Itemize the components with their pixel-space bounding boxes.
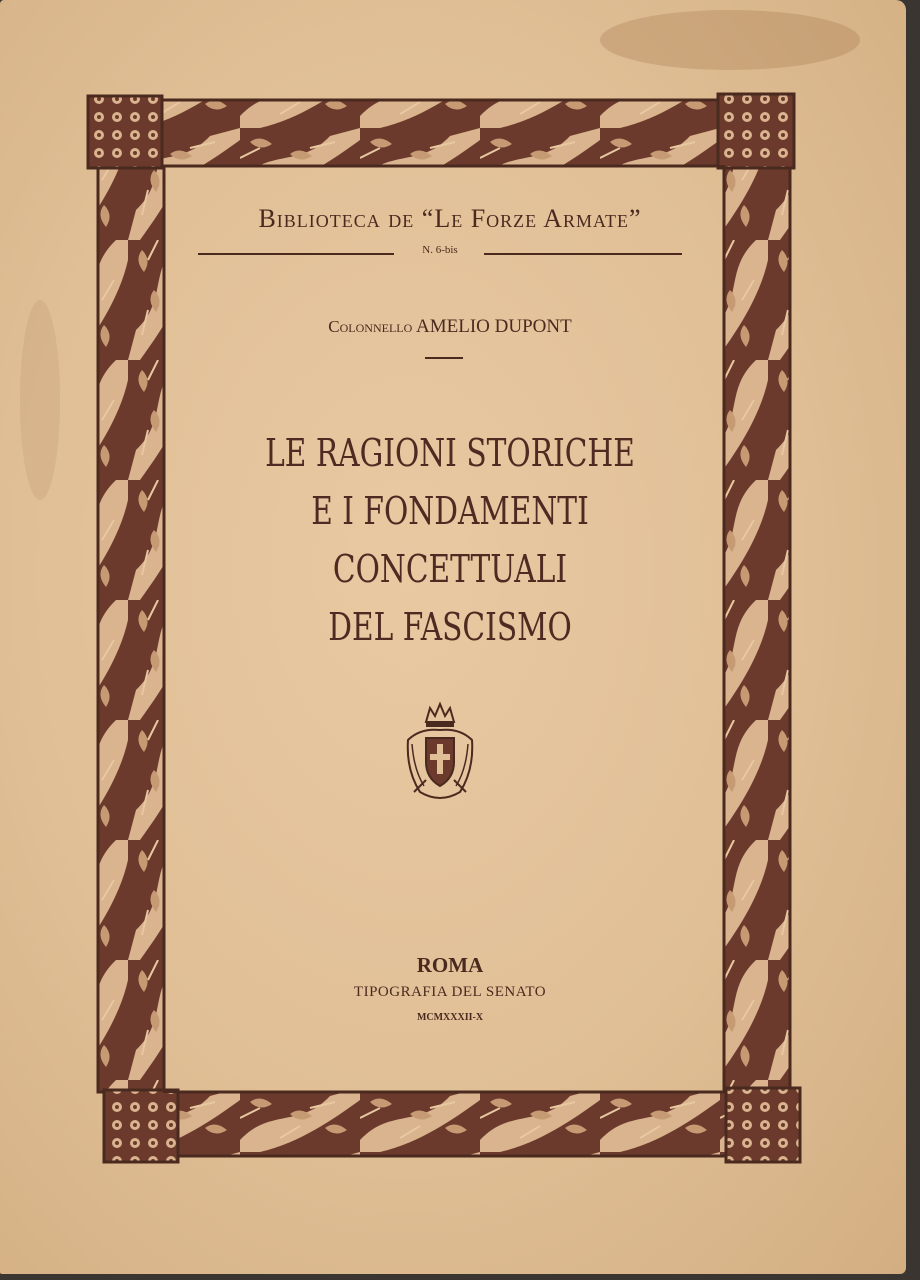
author-divider bbox=[425, 357, 463, 359]
publisher: TIPOGRAFIA DEL SENATO bbox=[353, 984, 547, 1000]
title-line-2: E I FONDAMENTI CONCETTUALI bbox=[311, 489, 589, 591]
publication-place: ROMA bbox=[416, 953, 484, 977]
publication-year: MCMXXXII-X bbox=[416, 1012, 484, 1023]
title-line-3: DEL FASCISMO bbox=[328, 605, 572, 649]
author-rank: Colonnello bbox=[328, 317, 413, 336]
book-title bbox=[180, 424, 720, 656]
series-number: N. 6-bis bbox=[422, 244, 458, 256]
royal-coat-of-arms-icon bbox=[400, 700, 480, 804]
title-line-1: LE RAGIONI STORICHE bbox=[265, 431, 635, 475]
series-number-rule bbox=[198, 244, 682, 264]
divider-line bbox=[484, 253, 682, 255]
series-title: Biblioteca de “Le Forze Armate” bbox=[258, 204, 642, 233]
author-line bbox=[180, 316, 720, 338]
author-name: AMELIO DUPONT bbox=[416, 316, 572, 337]
